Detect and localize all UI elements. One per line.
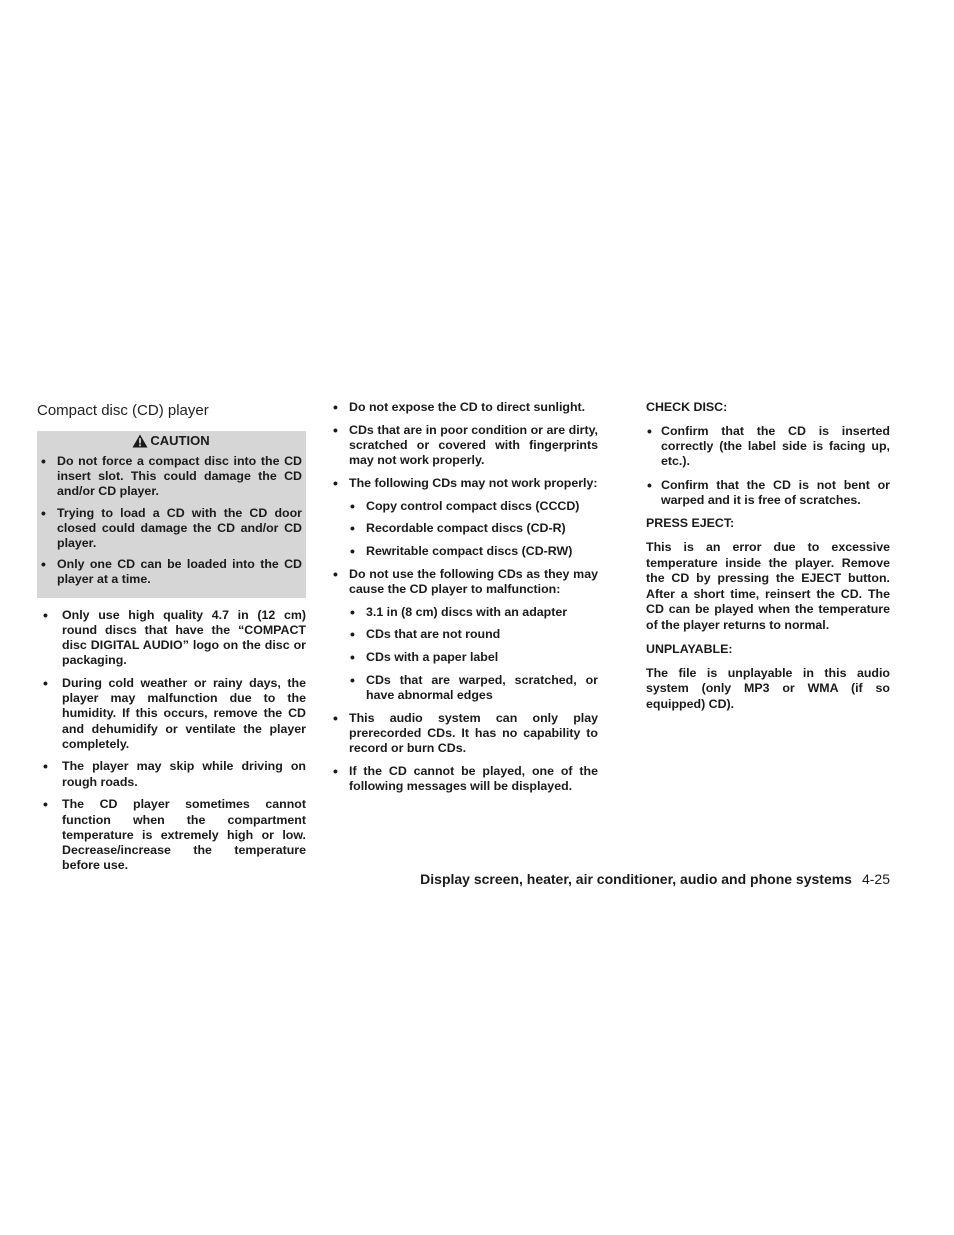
sublist-item: • Copy control compact discs (CCCD)	[349, 499, 598, 514]
check-disc-heading: CHECK DISC:	[646, 400, 728, 414]
donot-sublist-wrap	[349, 605, 598, 704]
list-item: • Do not use the following CDs as they may cause the CD player to malfunction:	[332, 567, 598, 597]
donot-sublist	[349, 605, 598, 704]
unplayable-text: The file is unplayable in this audio system (only MP3 or WMA (if so equipped) CD).	[646, 665, 890, 711]
cd-tips-list	[37, 608, 306, 874]
sublist-item: • CDs with a paper label	[349, 650, 598, 665]
chapter-title: Display screen, heater, air conditioner, audio and phone systems	[420, 871, 852, 887]
list-item: • The following CDs may not work properly:	[332, 476, 598, 491]
list-item: • Only use high quality 4.7 in (12 cm) round discs that have the “COMPACT disc DIGITAL AUDIO” logo on the disc or packaging.	[37, 608, 306, 669]
caution-item: • Only one CD can be loaded into the CD player at a time.	[40, 557, 302, 587]
cd-precautions-list	[332, 400, 598, 491]
sublist-item: • CDs that are not round	[349, 627, 598, 642]
list-item: • The CD player sometimes cannot function when the compartment temperature is extremely high or low. Decrease/increase the temperature before use.	[37, 797, 306, 873]
list-item: • Confirm that the CD is not bent or warped and it is free of scratches.	[646, 478, 890, 508]
sublist-item: • CDs that are warped, scratched, or have abnormal edges	[349, 673, 598, 703]
section-title: Compact disc (CD) player	[37, 402, 209, 419]
check-disc-list	[646, 424, 890, 508]
list-item: • This audio system can only play prerecorded CDs. It has no capability to record or burn CDs.	[332, 711, 598, 757]
list-item: • The player may skip while driving on rough roads.	[37, 759, 306, 789]
list-item: • Confirm that the CD is inserted correctly (the label side is facing up, etc.).	[646, 424, 890, 470]
caution-header	[40, 433, 302, 448]
caution-item: • Trying to load a CD with the CD door closed could damage the CD and/or CD player.	[40, 506, 302, 552]
sublist-item: • Recordable compact discs (CD-R)	[349, 521, 598, 536]
list-item: • CDs that are in poor condition or are dirty, scratched or covered with fingerprints may not work properly.	[332, 423, 598, 469]
page-number: 4-25	[861, 871, 890, 887]
caution-box	[37, 431, 306, 598]
list-item: • If the CD cannot be played, one of the following messages will be displayed.	[332, 764, 598, 794]
caution-label: CAUTION	[150, 433, 210, 448]
sublist-item: • Rewritable compact discs (CD-RW)	[349, 544, 598, 559]
cd-precautions-list-3	[332, 711, 598, 795]
column-2	[332, 400, 598, 802]
caution-item: • Do not force a compact disc into the CD insert slot. This could damage the CD and/or CD player.	[40, 454, 302, 500]
caution-list	[40, 454, 302, 588]
unplayable-heading: UNPLAYABLE:	[646, 641, 733, 656]
press-eject-text: This is an error due to excessive temperature inside the player. Remove the CD by pressing the EJECT button. After a short time, reinsert the CD. The CD can be played when the temperature of the player returns to normal.	[646, 540, 890, 632]
column-1	[37, 400, 306, 881]
list-item: • Do not expose the CD to direct sunlight.	[332, 400, 598, 415]
following-sublist	[349, 499, 598, 560]
column-3	[646, 400, 890, 720]
sublist-item: • 3.1 in (8 cm) discs with an adapter	[349, 605, 598, 620]
list-item: • During cold weather or rainy days, the player may malfunction due to the humidity. If this occurs, remove the CD and dehumidify or ventilate the player completely.	[37, 676, 306, 752]
cd-precautions-list-2	[332, 567, 598, 597]
following-sublist-wrap	[349, 499, 598, 560]
warning-triangle-icon	[132, 434, 148, 448]
page-footer	[300, 871, 890, 887]
press-eject-heading: PRESS EJECT:	[646, 516, 735, 531]
